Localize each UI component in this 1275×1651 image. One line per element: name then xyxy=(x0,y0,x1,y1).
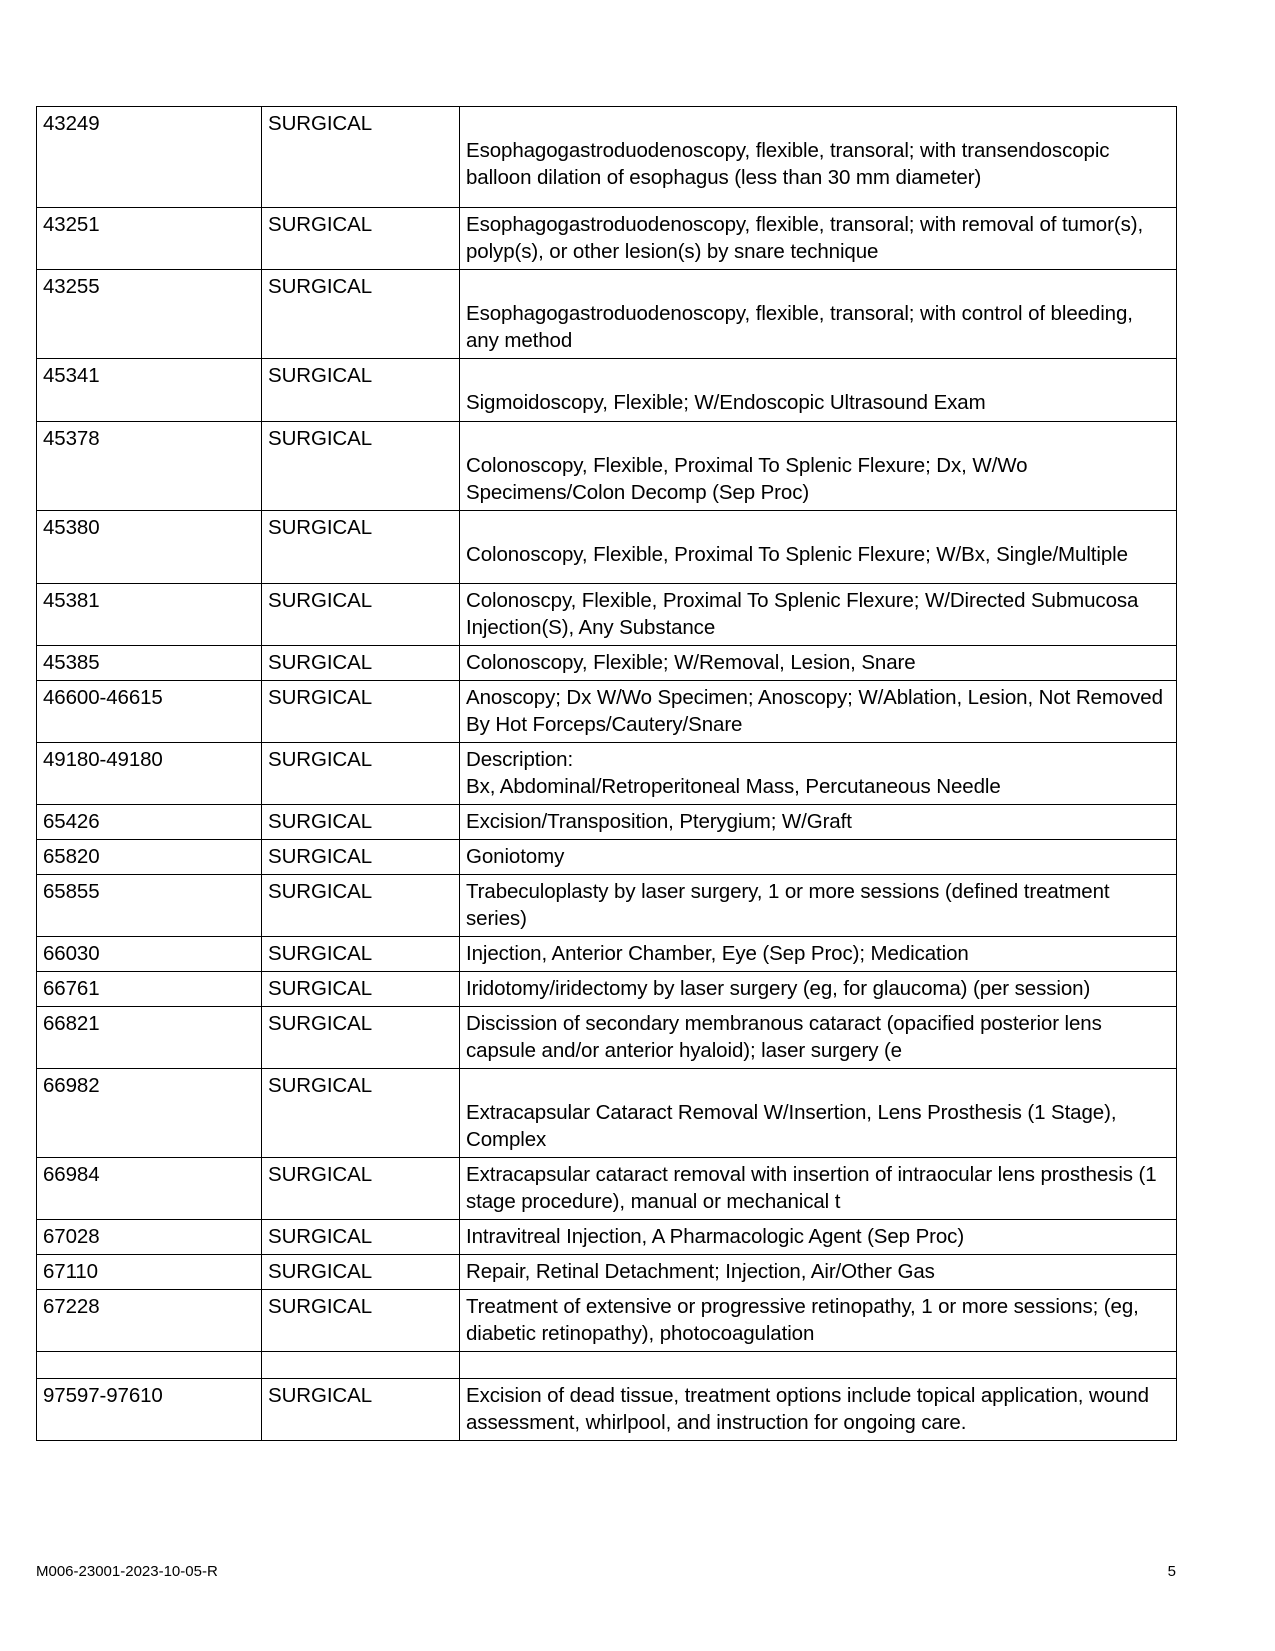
description-text: Goniotomy xyxy=(466,845,565,868)
description-text: Treatment of extensive or progressive retinopathy, 1 or more sessions; (eg, diabetic retinopathy), photocoagulation xyxy=(466,1295,1139,1345)
cell-category xyxy=(262,681,460,743)
cell-category xyxy=(262,1220,460,1255)
description-line: Description: xyxy=(466,748,574,771)
cell-procedure-code xyxy=(37,208,262,270)
procedure-code-text: 66030 xyxy=(43,942,100,965)
cell-description xyxy=(460,1158,1177,1220)
cell-category xyxy=(262,107,460,208)
procedure-code-text: 65855 xyxy=(43,880,100,903)
procedure-code-text: 45378 xyxy=(43,427,100,450)
table-row xyxy=(37,1007,1177,1069)
category-text: SURGICAL xyxy=(268,589,373,612)
description-text: Excision/Transposition, Pterygium; W/Graft xyxy=(466,810,852,833)
cell-procedure-code xyxy=(37,1158,262,1220)
page-footer xyxy=(36,1562,1176,1582)
procedure-code-text: 45381 xyxy=(43,589,100,612)
cell-procedure-code xyxy=(37,681,262,743)
table-row xyxy=(37,937,1177,972)
description-text: Esophagogastroduodenoscopy, flexible, transoral; with removal of tumor(s), polyp(s), or other lesion(s) by snare technique xyxy=(466,213,1144,263)
procedure-code-text: 97597-97610 xyxy=(43,1384,163,1407)
table-row xyxy=(37,1158,1177,1220)
cell-procedure-code xyxy=(37,805,262,840)
cell-description xyxy=(460,270,1177,359)
description-text: Excision of dead tissue, treatment options include topical application, wound assessment, whirlpool, and instruction for ongoing care. xyxy=(466,1384,1149,1434)
cell-description xyxy=(460,1255,1177,1290)
cell-procedure-code xyxy=(37,840,262,875)
procedure-code-text: 43251 xyxy=(43,213,100,236)
description-text: Injection, Anterior Chamber, Eye (Sep Proc); Medication xyxy=(466,942,969,965)
category-text: SURGICAL xyxy=(268,1163,373,1186)
table-row xyxy=(37,1069,1177,1158)
procedure-code-text: 66761 xyxy=(43,977,100,1000)
cell-procedure-code xyxy=(37,1352,262,1379)
category-text: SURGICAL xyxy=(268,880,373,903)
cell-description xyxy=(460,584,1177,646)
table-row xyxy=(37,270,1177,359)
cell-description xyxy=(460,972,1177,1007)
description-text: Esophagogastroduodenoscopy, flexible, transoral; with control of bleeding, any method xyxy=(466,302,1133,352)
description-text: Colonoscopy, Flexible, Proximal To Splenic Flexure; W/Bx, Single/Multiple xyxy=(466,543,1128,566)
cell-description xyxy=(460,937,1177,972)
cell-procedure-code xyxy=(37,1255,262,1290)
cell-category xyxy=(262,270,460,359)
category-text: SURGICAL xyxy=(268,1074,373,1097)
description-text: Iridotomy/iridectomy by laser surgery (eg, for glaucoma) (per session) xyxy=(466,977,1091,1000)
cell-procedure-code xyxy=(37,972,262,1007)
description-text xyxy=(460,1352,1176,1359)
category-text: SURGICAL xyxy=(268,112,373,135)
cell-category xyxy=(262,743,460,805)
category-text: SURGICAL xyxy=(268,275,373,298)
cell-description xyxy=(460,805,1177,840)
procedure-code-text xyxy=(37,1352,261,1359)
table-row xyxy=(37,511,1177,584)
table-row xyxy=(37,875,1177,937)
cell-category xyxy=(262,1007,460,1069)
table-row xyxy=(37,646,1177,681)
table-row xyxy=(37,743,1177,805)
cell-category xyxy=(262,972,460,1007)
table-row xyxy=(37,1290,1177,1352)
table-row xyxy=(37,1255,1177,1290)
category-text: SURGICAL xyxy=(268,427,373,450)
description-text: Extracapsular cataract removal with insertion of intraocular lens prosthesis (1 stage procedure), manual or mechanical t xyxy=(466,1163,1157,1213)
procedure-code-text: 43249 xyxy=(43,112,100,135)
table-row xyxy=(37,1220,1177,1255)
cell-category xyxy=(262,646,460,681)
cell-procedure-code xyxy=(37,1007,262,1069)
cell-procedure-code xyxy=(37,646,262,681)
category-text: SURGICAL xyxy=(268,977,373,1000)
cell-description xyxy=(460,743,1177,805)
procedure-code-text: 66821 xyxy=(43,1012,100,1035)
cell-procedure-code xyxy=(37,511,262,584)
cell-category xyxy=(262,937,460,972)
cell-category xyxy=(262,1158,460,1220)
table-row xyxy=(37,1379,1177,1441)
cell-description xyxy=(460,840,1177,875)
cell-description xyxy=(460,359,1177,422)
description-text: Repair, Retinal Detachment; Injection, Air/Other Gas xyxy=(466,1260,935,1283)
cell-description xyxy=(460,107,1177,208)
procedure-code-text: 67028 xyxy=(43,1225,100,1248)
category-text: SURGICAL xyxy=(268,364,373,387)
category-text: SURGICAL xyxy=(268,1225,373,1248)
cell-category xyxy=(262,208,460,270)
cell-description xyxy=(460,1379,1177,1441)
description-text: Colonoscopy, Flexible; W/Removal, Lesion, Snare xyxy=(466,651,916,674)
cell-category xyxy=(262,359,460,422)
description-text: Trabeculoplasty by laser surgery, 1 or more sessions (defined treatment series) xyxy=(466,880,1110,930)
cell-description xyxy=(460,875,1177,937)
cell-procedure-code xyxy=(37,743,262,805)
procedure-code-text: 43255 xyxy=(43,275,100,298)
category-text: SURGICAL xyxy=(268,748,373,771)
cell-procedure-code xyxy=(37,1069,262,1158)
cell-category xyxy=(262,875,460,937)
cell-category xyxy=(262,1352,460,1379)
cell-description xyxy=(460,1007,1177,1069)
description-text: Anoscopy; Dx W/Wo Specimen; Anoscopy; W/Ablation, Lesion, Not Removed By Hot Forceps/Cautery/Snare xyxy=(466,686,1163,736)
footer-document-id: M006-23001-2023-10-05-R xyxy=(36,1563,218,1580)
table-row xyxy=(37,584,1177,646)
description-text xyxy=(460,743,1176,804)
category-text: SURGICAL xyxy=(268,845,373,868)
cell-description xyxy=(460,422,1177,511)
category-text: SURGICAL xyxy=(268,1012,373,1035)
description-line: Bx, Abdominal/Retroperitoneal Mass, Percutaneous Needle xyxy=(466,775,1001,798)
cell-procedure-code xyxy=(37,584,262,646)
description-text: Extracapsular Cataract Removal W/Insertion, Lens Prosthesis (1 Stage), Complex xyxy=(466,1101,1117,1151)
procedure-code-text: 65820 xyxy=(43,845,100,868)
table-row xyxy=(37,422,1177,511)
cell-procedure-code xyxy=(37,1220,262,1255)
cell-description xyxy=(460,1290,1177,1352)
cell-category xyxy=(262,1255,460,1290)
category-text: SURGICAL xyxy=(268,942,373,965)
cell-description xyxy=(460,646,1177,681)
cell-category xyxy=(262,511,460,584)
description-text: Discission of secondary membranous cataract (opacified posterior lens capsule and/or anterior hyaloid); laser surgery (e xyxy=(466,1012,1102,1062)
cell-description xyxy=(460,208,1177,270)
cell-description xyxy=(460,511,1177,584)
category-text: SURGICAL xyxy=(268,213,373,236)
cell-procedure-code xyxy=(37,107,262,208)
cell-procedure-code xyxy=(37,270,262,359)
category-text: SURGICAL xyxy=(268,516,373,539)
cell-procedure-code xyxy=(37,875,262,937)
cell-description xyxy=(460,1220,1177,1255)
category-text xyxy=(262,1352,459,1359)
procedure-code-text: 45380 xyxy=(43,516,100,539)
procedure-code-text: 49180-49180 xyxy=(43,748,163,771)
procedure-code-table xyxy=(36,106,1177,1441)
table-row xyxy=(37,681,1177,743)
description-text: Esophagogastroduodenoscopy, flexible, transoral; with transendoscopic balloon dilation of esophagus (less than 30 mm diameter) xyxy=(466,139,1110,189)
cell-procedure-code xyxy=(37,1379,262,1441)
table-row xyxy=(37,840,1177,875)
procedure-code-text: 66984 xyxy=(43,1163,100,1186)
category-text: SURGICAL xyxy=(268,1384,373,1407)
procedure-code-text: 67228 xyxy=(43,1295,100,1318)
description-text: Colonoscopy, Flexible, Proximal To Splenic Flexure; Dx, W/Wo Specimens/Colon Decomp (Sep Proc) xyxy=(466,454,1028,504)
category-text: SURGICAL xyxy=(268,686,373,709)
table-row xyxy=(37,107,1177,208)
table-row-empty xyxy=(37,1352,1177,1379)
table-body xyxy=(37,107,1177,1441)
table-row xyxy=(37,359,1177,422)
procedure-code-text: 46600-46615 xyxy=(43,686,163,709)
procedure-code-text: 65426 xyxy=(43,810,100,833)
cell-procedure-code xyxy=(37,359,262,422)
category-text: SURGICAL xyxy=(268,651,373,674)
cell-category xyxy=(262,1290,460,1352)
cell-description xyxy=(460,1352,1177,1379)
cell-procedure-code xyxy=(37,1290,262,1352)
cell-category xyxy=(262,1379,460,1441)
cell-description xyxy=(460,1069,1177,1158)
category-text: SURGICAL xyxy=(268,1295,373,1318)
procedure-code-text: 45341 xyxy=(43,364,100,387)
description-text: Sigmoidoscopy, Flexible; W/Endoscopic Ultrasound Exam xyxy=(466,391,986,414)
cell-category xyxy=(262,584,460,646)
procedure-code-text: 67110 xyxy=(43,1260,98,1283)
cell-category xyxy=(262,422,460,511)
table-row xyxy=(37,208,1177,270)
procedure-code-text: 66982 xyxy=(43,1074,100,1097)
cell-category xyxy=(262,1069,460,1158)
cell-description xyxy=(460,681,1177,743)
footer-page-number: 5 xyxy=(1167,1563,1176,1580)
cell-category xyxy=(262,840,460,875)
category-text: SURGICAL xyxy=(268,1260,373,1283)
description-text: Intravitreal Injection, A Pharmacologic Agent (Sep Proc) xyxy=(466,1225,965,1248)
procedure-code-text: 45385 xyxy=(43,651,100,674)
category-text: SURGICAL xyxy=(268,810,373,833)
cell-procedure-code xyxy=(37,422,262,511)
description-text: Colonoscpy, Flexible, Proximal To Splenic Flexure; W/Directed Submucosa Injection(S), Any Substance xyxy=(466,589,1139,639)
cell-category xyxy=(262,805,460,840)
table-row xyxy=(37,805,1177,840)
table-row xyxy=(37,972,1177,1007)
cell-procedure-code xyxy=(37,937,262,972)
